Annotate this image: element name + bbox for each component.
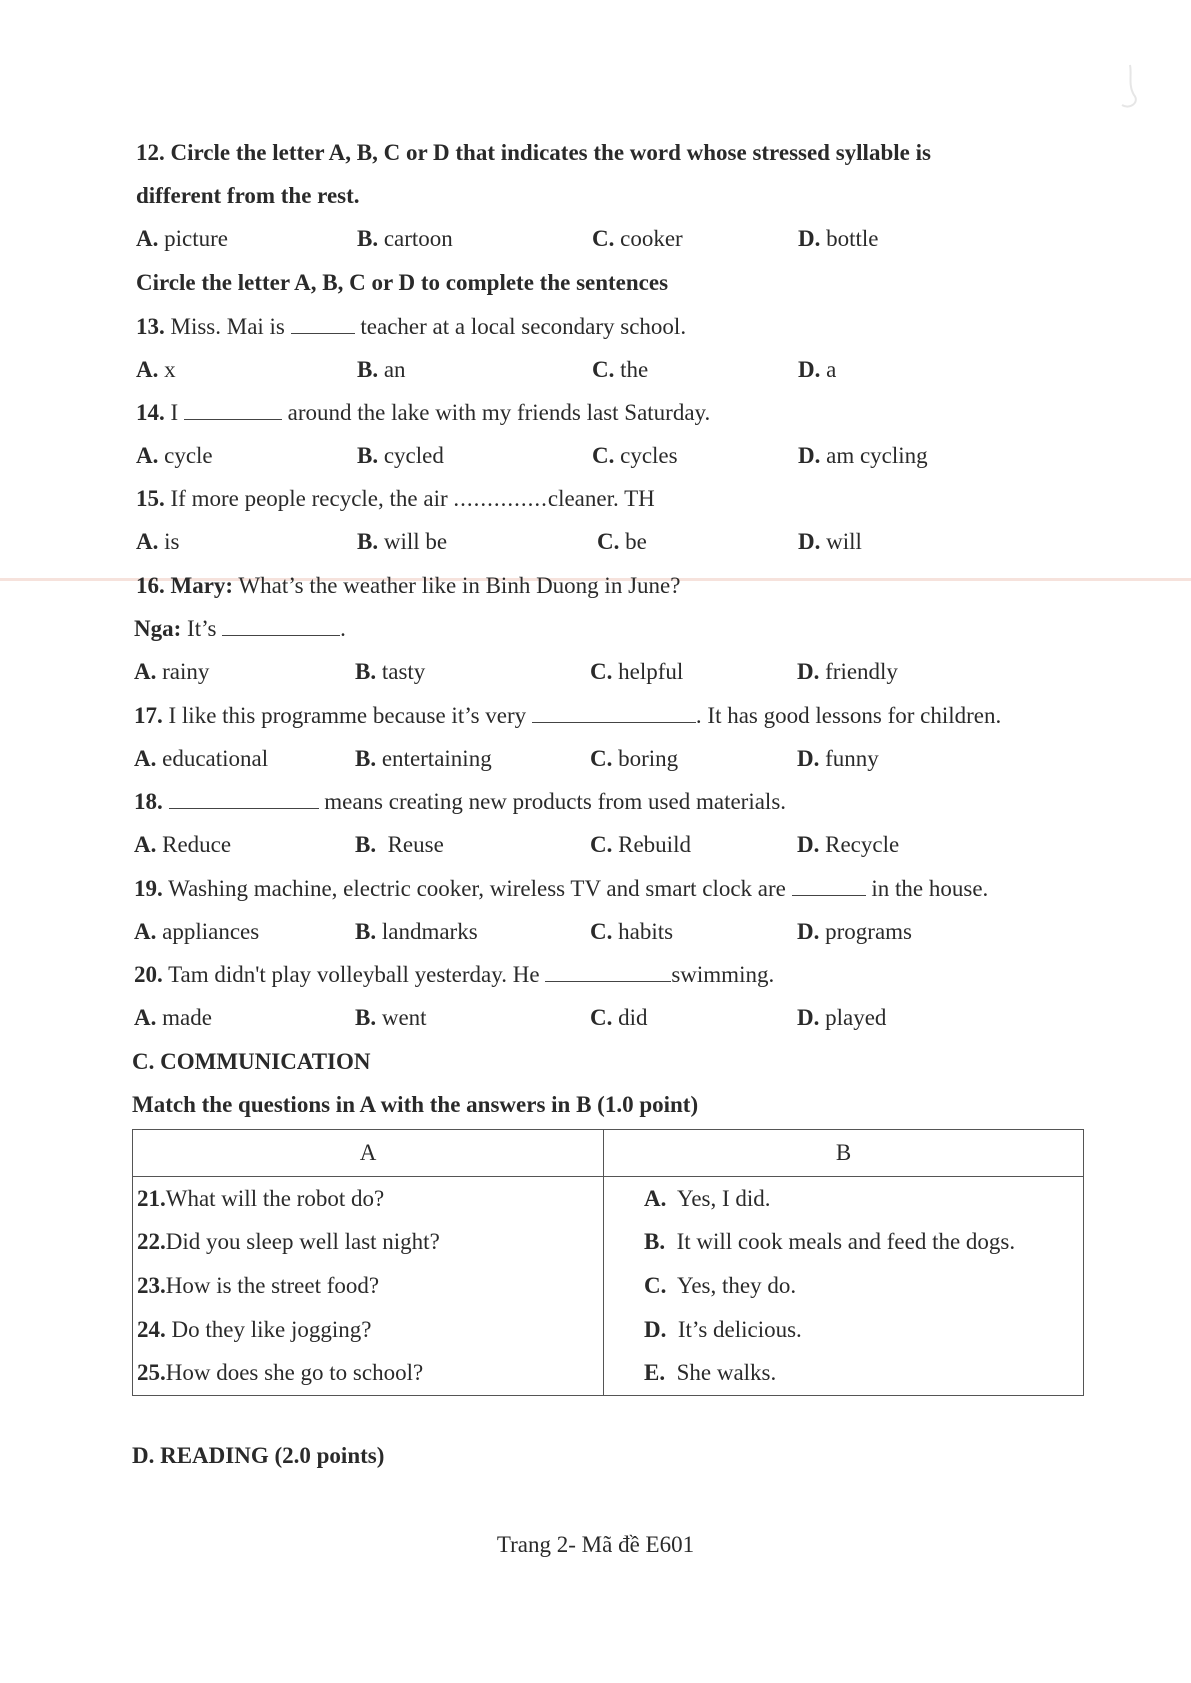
q19-option-b: B. landmarks [355,919,478,944]
q14-blank [184,399,282,420]
q14-option-d: D. am cycling [798,443,928,468]
communication-instruction: Match the questions in A with the answers in B (1.0 point) [132,1092,699,1117]
q18-option-a: A. Reduce [134,832,232,857]
answer-cell: A. Yes, I did. [644,1185,771,1211]
question-cell: 22.Did you sleep well last night? [133,1221,604,1265]
q16-response: Nga: It’s . [134,616,346,641]
q19-option-d: D. programs [797,919,912,944]
answer-cell: D. It’s delicious. [644,1316,802,1342]
column-b-header: B [604,1130,1084,1177]
answer-cell: B. It will cook meals and feed the dogs. [644,1229,1016,1255]
q12-option-a: A. picture [136,226,228,251]
reading-heading: D. READING (2.0 points) [132,1443,385,1468]
q18-option-b: B. Reuse [355,832,444,857]
q16-blank [222,615,340,636]
q14-option-c: C. cycles [592,443,678,468]
q20-blank [545,961,671,982]
q17-option-d: D. funny [797,746,879,771]
question-cell: 25.How does she go to school? [133,1351,604,1395]
q12-instruction-line2: different from the rest. [136,183,360,208]
table-row [133,1177,1084,1221]
q12-option-d: D. bottle [798,226,879,251]
column-a-header: A [133,1130,604,1177]
q17-option-b: B. entertaining [355,746,492,771]
q18-blank [169,788,319,809]
q16-option-a: A. rainy [134,659,210,684]
q20-option-c: C. did [590,1005,648,1030]
q14-option-b: B. cycled [357,443,444,468]
q20-option-b: B. went [355,1005,427,1030]
q13-option-b: B. an [357,357,406,382]
question-cell: 24. Do they like jogging? [133,1308,604,1352]
q13-option-a: A. x [136,357,176,382]
table-row [133,1264,1084,1308]
q20-option-a: A. made [134,1005,212,1030]
table-row [133,1351,1084,1395]
scan-mark-icon [1110,60,1150,120]
answer-cell: C. Yes, they do. [644,1272,797,1298]
q17-stem: 17. I like this programme because it’s very . It has good lessons for children. [134,703,1002,728]
q16-option-c: C. helpful [590,659,684,684]
q20-option-d: D. played [797,1005,887,1030]
table-row [133,1308,1084,1352]
matching-table-header [133,1130,1084,1177]
q17-option-a: A. educational [134,746,269,771]
q16-option-b: B. tasty [355,659,426,684]
question-cell: 23.How is the street food? [133,1264,604,1308]
q12-option-c: C. cooker [592,226,683,251]
q16-option-d: D. friendly [797,659,898,684]
table-row [133,1221,1084,1265]
q18-stem: 18. means creating new products from used materials. [134,789,787,814]
q15-option-c: C. be [597,529,647,554]
q19-option-c: C. habits [590,919,674,944]
q13-blank [291,313,355,334]
q19-stem: 19. Washing machine, electric cooker, wireless TV and smart clock are in the house. [134,876,989,901]
q12-instruction-line1: 12. Circle the letter A, B, C or D that indicates the word whose stressed syllable is [136,140,931,165]
q12-option-b: B. cartoon [357,226,453,251]
q13-option-d: D. a [798,357,837,382]
q20-stem: 20. Tam didn't play volleyball yesterday. He swimming. [134,962,775,987]
q15-option-d: D. will [798,529,862,554]
section-heading: Circle the letter A, B, C or D to complete the sentences [136,270,669,295]
q18-option-c: C. Rebuild [590,832,691,857]
question-cell: 21.What will the robot do? [133,1177,604,1221]
q17-blank [532,702,696,723]
q13-stem: 13. Miss. Mai is teacher at a local secondary school. [136,314,687,339]
q16-stem: 16. Mary: What’s the weather like in Binh Duong in June? [136,573,681,598]
q15-stem: 15. If more people recycle, the air ..............cleaner. TH [136,486,655,511]
q14-option-a: A. cycle [136,443,213,468]
q13-option-c: C. the [592,357,649,382]
answer-cell: E. She walks. [644,1360,777,1386]
q19-blank [792,875,866,896]
q14-stem: 14. I around the lake with my friends last Saturday. [136,400,711,425]
matching-table [132,1129,1084,1396]
q15-option-b: B. will be [357,529,448,554]
communication-heading: C. COMMUNICATION [132,1049,371,1074]
q15-option-a: A. is [136,529,180,554]
page-footer: Trang 2- Mã đề E601 [496,1532,695,1557]
q19-option-a: A. appliances [134,919,260,944]
q17-option-c: C. boring [590,746,679,771]
q18-option-d: D. Recycle [797,832,900,857]
